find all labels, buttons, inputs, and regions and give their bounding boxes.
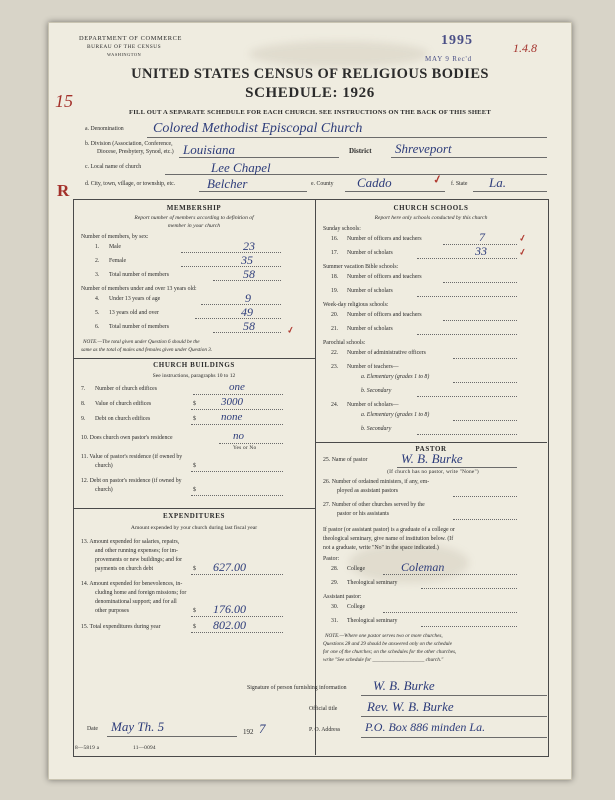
sunday-schools-label: Sunday schools: — [323, 226, 361, 232]
membership-heading: MEMBERSHIP — [166, 204, 222, 212]
q4-value: 9 — [245, 291, 251, 305]
q28-number: 28. — [331, 566, 339, 572]
q16-number: 16. — [331, 236, 339, 242]
q4-label: Under 13 years of age — [109, 296, 161, 302]
year-prefix: 192 — [243, 728, 254, 736]
q13-line-4: payments on church debt — [95, 566, 154, 572]
signature-value: W. B. Burke — [373, 678, 435, 693]
q14-line-2: cluding home and foreign missions; for — [95, 590, 187, 596]
q14-line-3: denominational support; and for all — [95, 599, 177, 605]
q25-value: W. B. Burke — [401, 451, 463, 466]
graduate-note-3: not a graduate, write "No" in the space indicated.) — [323, 545, 439, 551]
q12-label: 12. Debt on pastor's residence (if owned by — [81, 478, 182, 484]
city-value: Belcher — [207, 176, 248, 191]
instruction-line: FILL OUT A SEPARATE SCHEDULE FOR EACH CHURCH. SEE INSTRUCTIONS ON THE BACK OF THIS SHEET — [129, 109, 491, 116]
q6-number: 6. — [95, 324, 100, 330]
q24a-label: a. Elementary (grades 1 to 8) — [361, 412, 430, 418]
q5-label: 13 years old and over — [109, 310, 159, 316]
city-label: d. City, town, village, or township, etc. — [85, 181, 176, 187]
q18-number: 18. — [331, 274, 339, 280]
q13-line-1: 13. Amount expended for salaries, repairs, — [81, 539, 180, 545]
q10-label: 10. Does church own pastor's residence — [81, 435, 173, 441]
q22-number: 22. — [331, 350, 339, 356]
q29-number: 29. — [331, 580, 339, 586]
q10-value: no — [233, 430, 244, 442]
q5-number: 5. — [95, 310, 100, 316]
official-title-label: Official title — [309, 706, 338, 712]
q22-label: Number of administrative officers — [347, 350, 426, 356]
q13-line-3: provements or new buildings; and for — [95, 557, 183, 563]
q26-line-1: 26. Number of ordained ministers, if any, em- — [323, 479, 430, 485]
q13-line-2: and other running expenses; for im- — [95, 548, 178, 554]
q14-currency-prefix: $ — [193, 608, 196, 614]
pastor-note-4: write "See schedule for ____________________ church." — [323, 657, 444, 663]
buildings-heading: CHURCH BUILDINGS — [153, 361, 235, 369]
checkmark-icon: ✓ — [285, 324, 296, 336]
county-label: e. County — [311, 181, 334, 187]
membership-sub-1: Report number of members according to definition of — [134, 215, 254, 221]
q18-label: Number of officers and teachers — [347, 274, 422, 280]
pastor-note-3: for one of the churches; on the schedules for the other churches, — [323, 649, 457, 655]
schedule-title: SCHEDULE: 1926 — [245, 85, 375, 101]
q20-label: Number of officers and teachers — [347, 312, 422, 318]
official-title-value: Rev. W. B. Burke — [367, 699, 454, 714]
q21-number: 21. — [331, 326, 339, 332]
q30-label: College — [347, 604, 366, 610]
local-name-value: Lee Chapel — [211, 160, 271, 175]
membership-sub-2: member in your church — [167, 223, 221, 229]
membership-note-1: NOTE.—The total given under Question 6 should be the — [83, 339, 200, 345]
q1-number: 1. — [95, 244, 100, 250]
dept-line-3: WASHINGTON — [107, 52, 142, 57]
q19-number: 19. — [331, 288, 339, 294]
q26-line-2: ployed as assistant pastors — [337, 488, 399, 494]
q28-value: Coleman — [401, 560, 445, 574]
local-name-label: c. Local name of church — [85, 164, 142, 170]
form-code: 8—5819 a — [75, 745, 100, 751]
q5-value: 49 — [241, 305, 253, 319]
dept-line-2: BUREAU OF THE CENSUS — [87, 44, 162, 50]
pastor-subhead: Pastor: — [323, 556, 340, 562]
date-label: Date — [87, 726, 98, 732]
weekday-schools-label: Week-day religious schools: — [323, 302, 389, 308]
checkmark-icon: ✓ — [431, 173, 444, 187]
q25-label: 25. Name of pastor — [323, 457, 368, 463]
q7-number: 7. — [81, 386, 86, 392]
form-code-2: 11—0094 — [133, 745, 156, 751]
membership-age-question: Number of members under and over 13 years old: — [81, 286, 197, 292]
membership-sex-question: Number of members, by sex: — [81, 234, 149, 240]
state-value: La. — [489, 175, 506, 190]
q11-currency-prefix: $ — [193, 463, 196, 469]
division-value: Louisiana — [183, 142, 236, 157]
graduate-note-1: If pastor (or assistant pastor) is a graduate of a college or — [323, 527, 455, 533]
state-label: f. State — [451, 181, 468, 187]
q7-value: one — [229, 381, 245, 393]
membership-note-2: same as the total of males and females given under Question 3. — [81, 347, 213, 353]
q3-number: 3. — [95, 272, 100, 278]
q25-hint: (If church has no pastor, write "None") — [387, 469, 479, 475]
left-margin-letter: R — [57, 181, 70, 200]
census-schedule-sheet — [48, 22, 572, 780]
q16-value: 7 — [479, 230, 485, 244]
q14-value: 176.00 — [213, 602, 246, 616]
denomination-label: a. Denomination — [85, 126, 124, 132]
q17-value: 33 — [475, 244, 487, 258]
q6-value: 58 — [243, 319, 255, 333]
district-label: District — [349, 147, 372, 155]
denomination-value: Colored Methodist Episcopal Church — [153, 121, 363, 136]
date-value: May Th. 5 — [111, 719, 165, 734]
q4-number: 4. — [95, 296, 100, 302]
q13-value: 627.00 — [213, 560, 246, 574]
q8-number: 8. — [81, 401, 86, 407]
q28-label: College — [347, 566, 366, 572]
q8-value: 3000 — [221, 396, 243, 408]
q9-number: 9. — [81, 416, 86, 422]
summer-schools-label: Summer vacation Bible schools: — [323, 264, 399, 270]
q23a-label: a. Elementary (grades 1 to 8) — [361, 374, 430, 380]
po-address-value: P.O. Box 886 minden La. — [365, 720, 486, 734]
q30-number: 30. — [331, 604, 339, 610]
expenditures-heading: EXPENDITURES — [162, 512, 226, 520]
q10-hint: Yes or No — [233, 445, 257, 451]
q20-number: 20. — [331, 312, 339, 318]
q3-label: Total number of members — [109, 272, 169, 278]
q3-value: 58 — [243, 267, 255, 281]
division-label: b. Division (Association, Conference, — [85, 141, 173, 147]
q14-line-4: other purposes — [95, 608, 129, 614]
q24-label: Number of scholars— — [347, 402, 399, 408]
pastor-note-1: NOTE.—Where one pastor serves two or more churches, — [325, 633, 443, 639]
q2-value: 35 — [241, 253, 253, 267]
graduate-note-2: theological seminary, give name of institution below. (If — [323, 536, 454, 542]
pastor-note-2: Questions 28 and 29 should be answered only on the schedule — [323, 641, 452, 647]
q31-label: Theological seminary — [347, 618, 398, 624]
expenditures-sub: Amount expended by your church during last fiscal year — [130, 525, 258, 531]
document-title: UNITED STATES CENSUS OF RELIGIOUS BODIES — [131, 66, 489, 82]
q8-label: Value of church edifices — [95, 401, 152, 407]
q9-label: Debt on church edifices — [95, 416, 151, 422]
stamp-received: MAY 9 Rec'd — [425, 55, 472, 63]
left-margin-number: 15 — [55, 91, 73, 111]
q7-label: Number of church edifices — [95, 386, 157, 392]
q6-label: Total number of members — [109, 324, 169, 330]
signature-label: Signature of person furnishing information — [247, 685, 347, 691]
pastor-heading: PASTOR — [415, 445, 447, 453]
q9-value: none — [221, 411, 243, 423]
stamp-year: 1995 — [441, 33, 473, 48]
schools-sub: Report here only schools conducted by this church — [374, 215, 488, 221]
q23-label: Number of teachers— — [347, 364, 399, 370]
q15-value: 802.00 — [213, 618, 246, 632]
county-value: Caddo — [357, 175, 392, 190]
q15-label: 15. Total expenditures during year — [81, 624, 161, 630]
q31-number: 31. — [331, 618, 339, 624]
q9-currency-prefix: $ — [193, 416, 196, 422]
q29-label: Theological seminary — [347, 580, 398, 586]
q2-label: Female — [109, 258, 127, 264]
q1-value: 23 — [243, 239, 255, 253]
parochial-schools-label: Parochial schools: — [323, 340, 366, 346]
q8-currency-prefix: $ — [193, 401, 196, 407]
corner-number: 1.4.8 — [513, 41, 537, 55]
assistant-pastor-subhead: Assistant pastor: — [323, 594, 362, 600]
q24b-label: b. Secondary — [361, 426, 392, 432]
q27-line-1: 27. Number of other churches served by the — [323, 502, 425, 508]
q12-label-2: church) — [95, 487, 113, 493]
q23-number: 23. — [331, 364, 339, 370]
checkmark-icon: ✓ — [517, 232, 528, 244]
q19-label: Number of scholars — [347, 288, 393, 294]
po-address-label: P. O. Address — [309, 727, 341, 733]
q15-currency-prefix: $ — [193, 624, 196, 630]
dept-line-1: DEPARTMENT OF COMMERCE — [79, 35, 183, 42]
q23b-label: b. Secondary — [361, 388, 392, 394]
division-label-2: Diocese, Presbytery, Synod, etc.) — [97, 149, 174, 155]
schools-heading: CHURCH SCHOOLS — [393, 204, 469, 212]
buildings-sub: See instructions, paragraphs 10 to 12 — [152, 373, 236, 379]
q13-currency-prefix: $ — [193, 566, 196, 572]
q11-label: 11. Value of pastor's residence (if owned by — [81, 454, 183, 460]
year-value: 7 — [259, 721, 266, 736]
q2-number: 2. — [95, 258, 100, 264]
q12-currency-prefix: $ — [193, 487, 196, 493]
q16-label: Number of officers and teachers — [347, 236, 422, 242]
q27-line-2: pastor or his assistants — [337, 511, 390, 517]
q21-label: Number of scholars — [347, 326, 393, 332]
q1-label: Male — [109, 244, 121, 250]
q17-number: 17. — [331, 250, 339, 256]
district-value: Shreveport — [395, 141, 452, 156]
checkmark-icon: ✓ — [517, 246, 528, 258]
q17-label: Number of scholars — [347, 250, 393, 256]
q24-number: 24. — [331, 402, 339, 408]
q14-line-1: 14. Amount expended for benevolences, in- — [81, 581, 183, 587]
q11-label-2: church) — [95, 463, 113, 469]
